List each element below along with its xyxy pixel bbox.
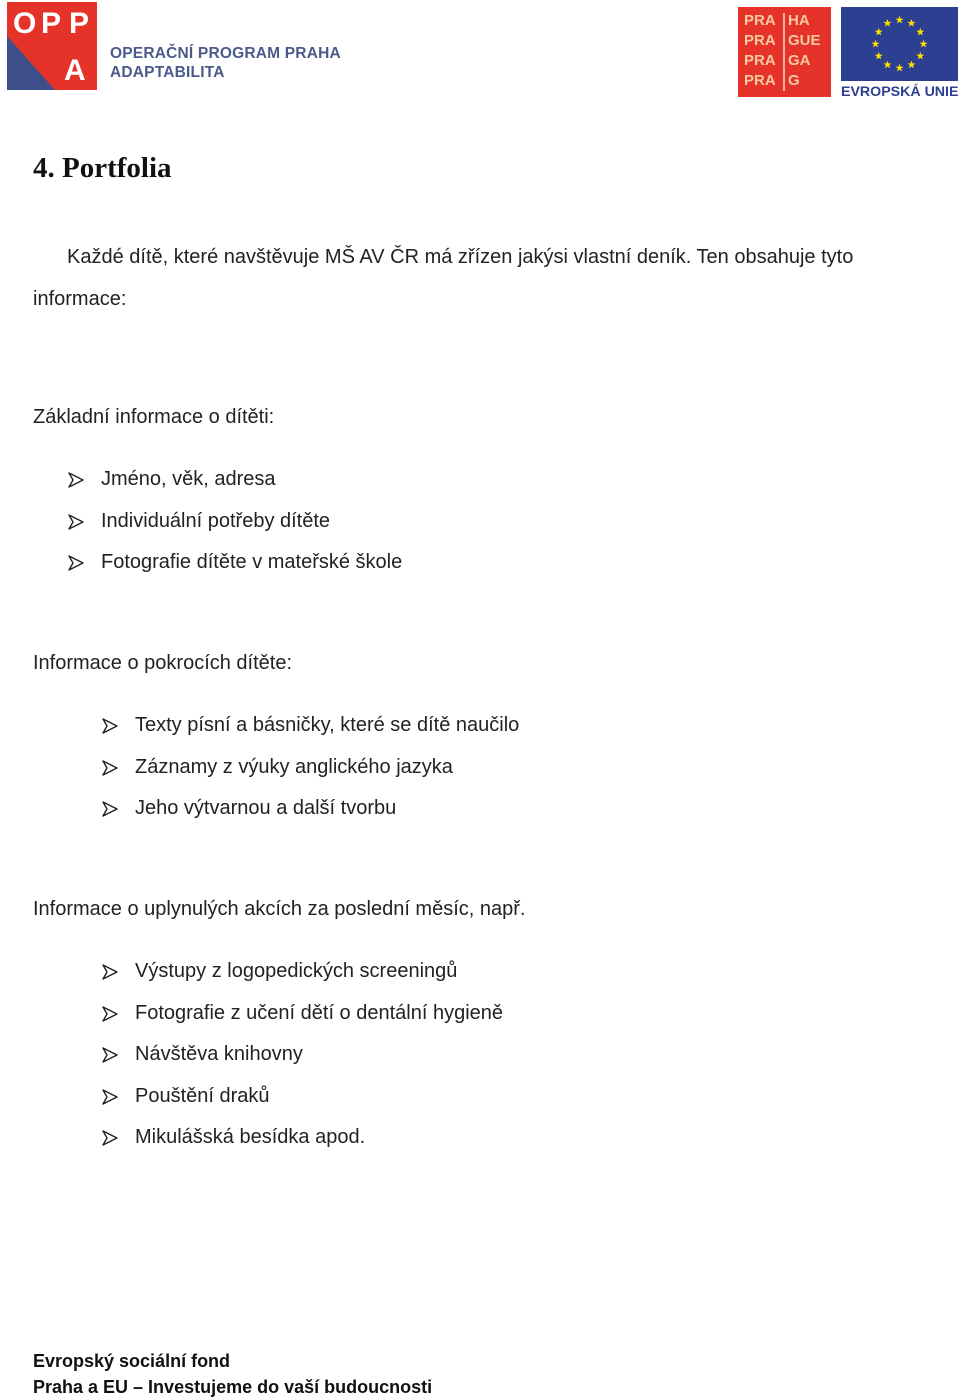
arrow-bullet-icon	[102, 1047, 118, 1063]
praha-logo-text: HA	[788, 12, 810, 29]
praha-logo	[738, 7, 831, 97]
arrow-bullet-icon	[102, 718, 118, 734]
praha-logo-text: GUE	[788, 32, 821, 49]
arrow-bullet-icon	[68, 472, 84, 488]
footer-line2: Praha a EU – Investujeme do vaší budoucnosti	[33, 1377, 433, 1397]
opp-logo	[7, 2, 97, 90]
arrow-bullet-icon	[102, 964, 118, 980]
footer-line1: Evropský sociální fond	[33, 1351, 231, 1371]
opp-logo-letter: O	[13, 7, 37, 40]
opp-program-title	[110, 44, 341, 82]
praha-logo-text: PRA	[744, 72, 776, 89]
opp-logo-letter: A	[64, 54, 86, 87]
arrow-bullet-icon	[102, 801, 118, 817]
arrow-bullet-icon	[68, 514, 84, 530]
section-title: Informace o uplynulých akcích za poslední měsíc, např.	[33, 898, 526, 920]
praha-logo-text: PRA	[744, 32, 776, 49]
arrow-bullet-icon	[102, 1130, 118, 1146]
eu-caption: EVROPSKÁ UNIE	[841, 84, 958, 97]
section-heading: 4. Portfolia	[33, 152, 172, 184]
praha-logo-text: PRA	[744, 12, 776, 29]
opp-title-line1: OPERAČNÍ PROGRAM PRAHA	[110, 45, 341, 62]
footer	[33, 1348, 432, 1400]
intro-paragraph-line2: informace:	[33, 288, 127, 310]
opp-title-line2: ADAPTABILITA	[110, 64, 225, 81]
arrow-bullet-icon	[68, 555, 84, 571]
opp-logo-letter: P	[69, 7, 90, 40]
praha-logo-text: G	[788, 72, 800, 89]
praha-logo-text: PRA	[744, 52, 776, 69]
opp-logo-letter: P	[41, 7, 62, 40]
eu-flag-logo	[841, 7, 958, 97]
arrow-bullet-icon	[102, 760, 118, 776]
section-title: Informace o pokrocích dítěte:	[33, 652, 293, 674]
section-title: Základní informace o dítěti:	[33, 406, 275, 428]
praha-logo-text: GA	[788, 52, 811, 69]
intro-paragraph-line1: Každé dítě, které navštěvuje MŠ AV ČR má zřízen jakýsi vlastní deník. Ten obsahuje tyto	[67, 246, 854, 268]
arrow-bullet-icon	[102, 1089, 118, 1105]
arrow-bullet-icon	[102, 1006, 118, 1022]
